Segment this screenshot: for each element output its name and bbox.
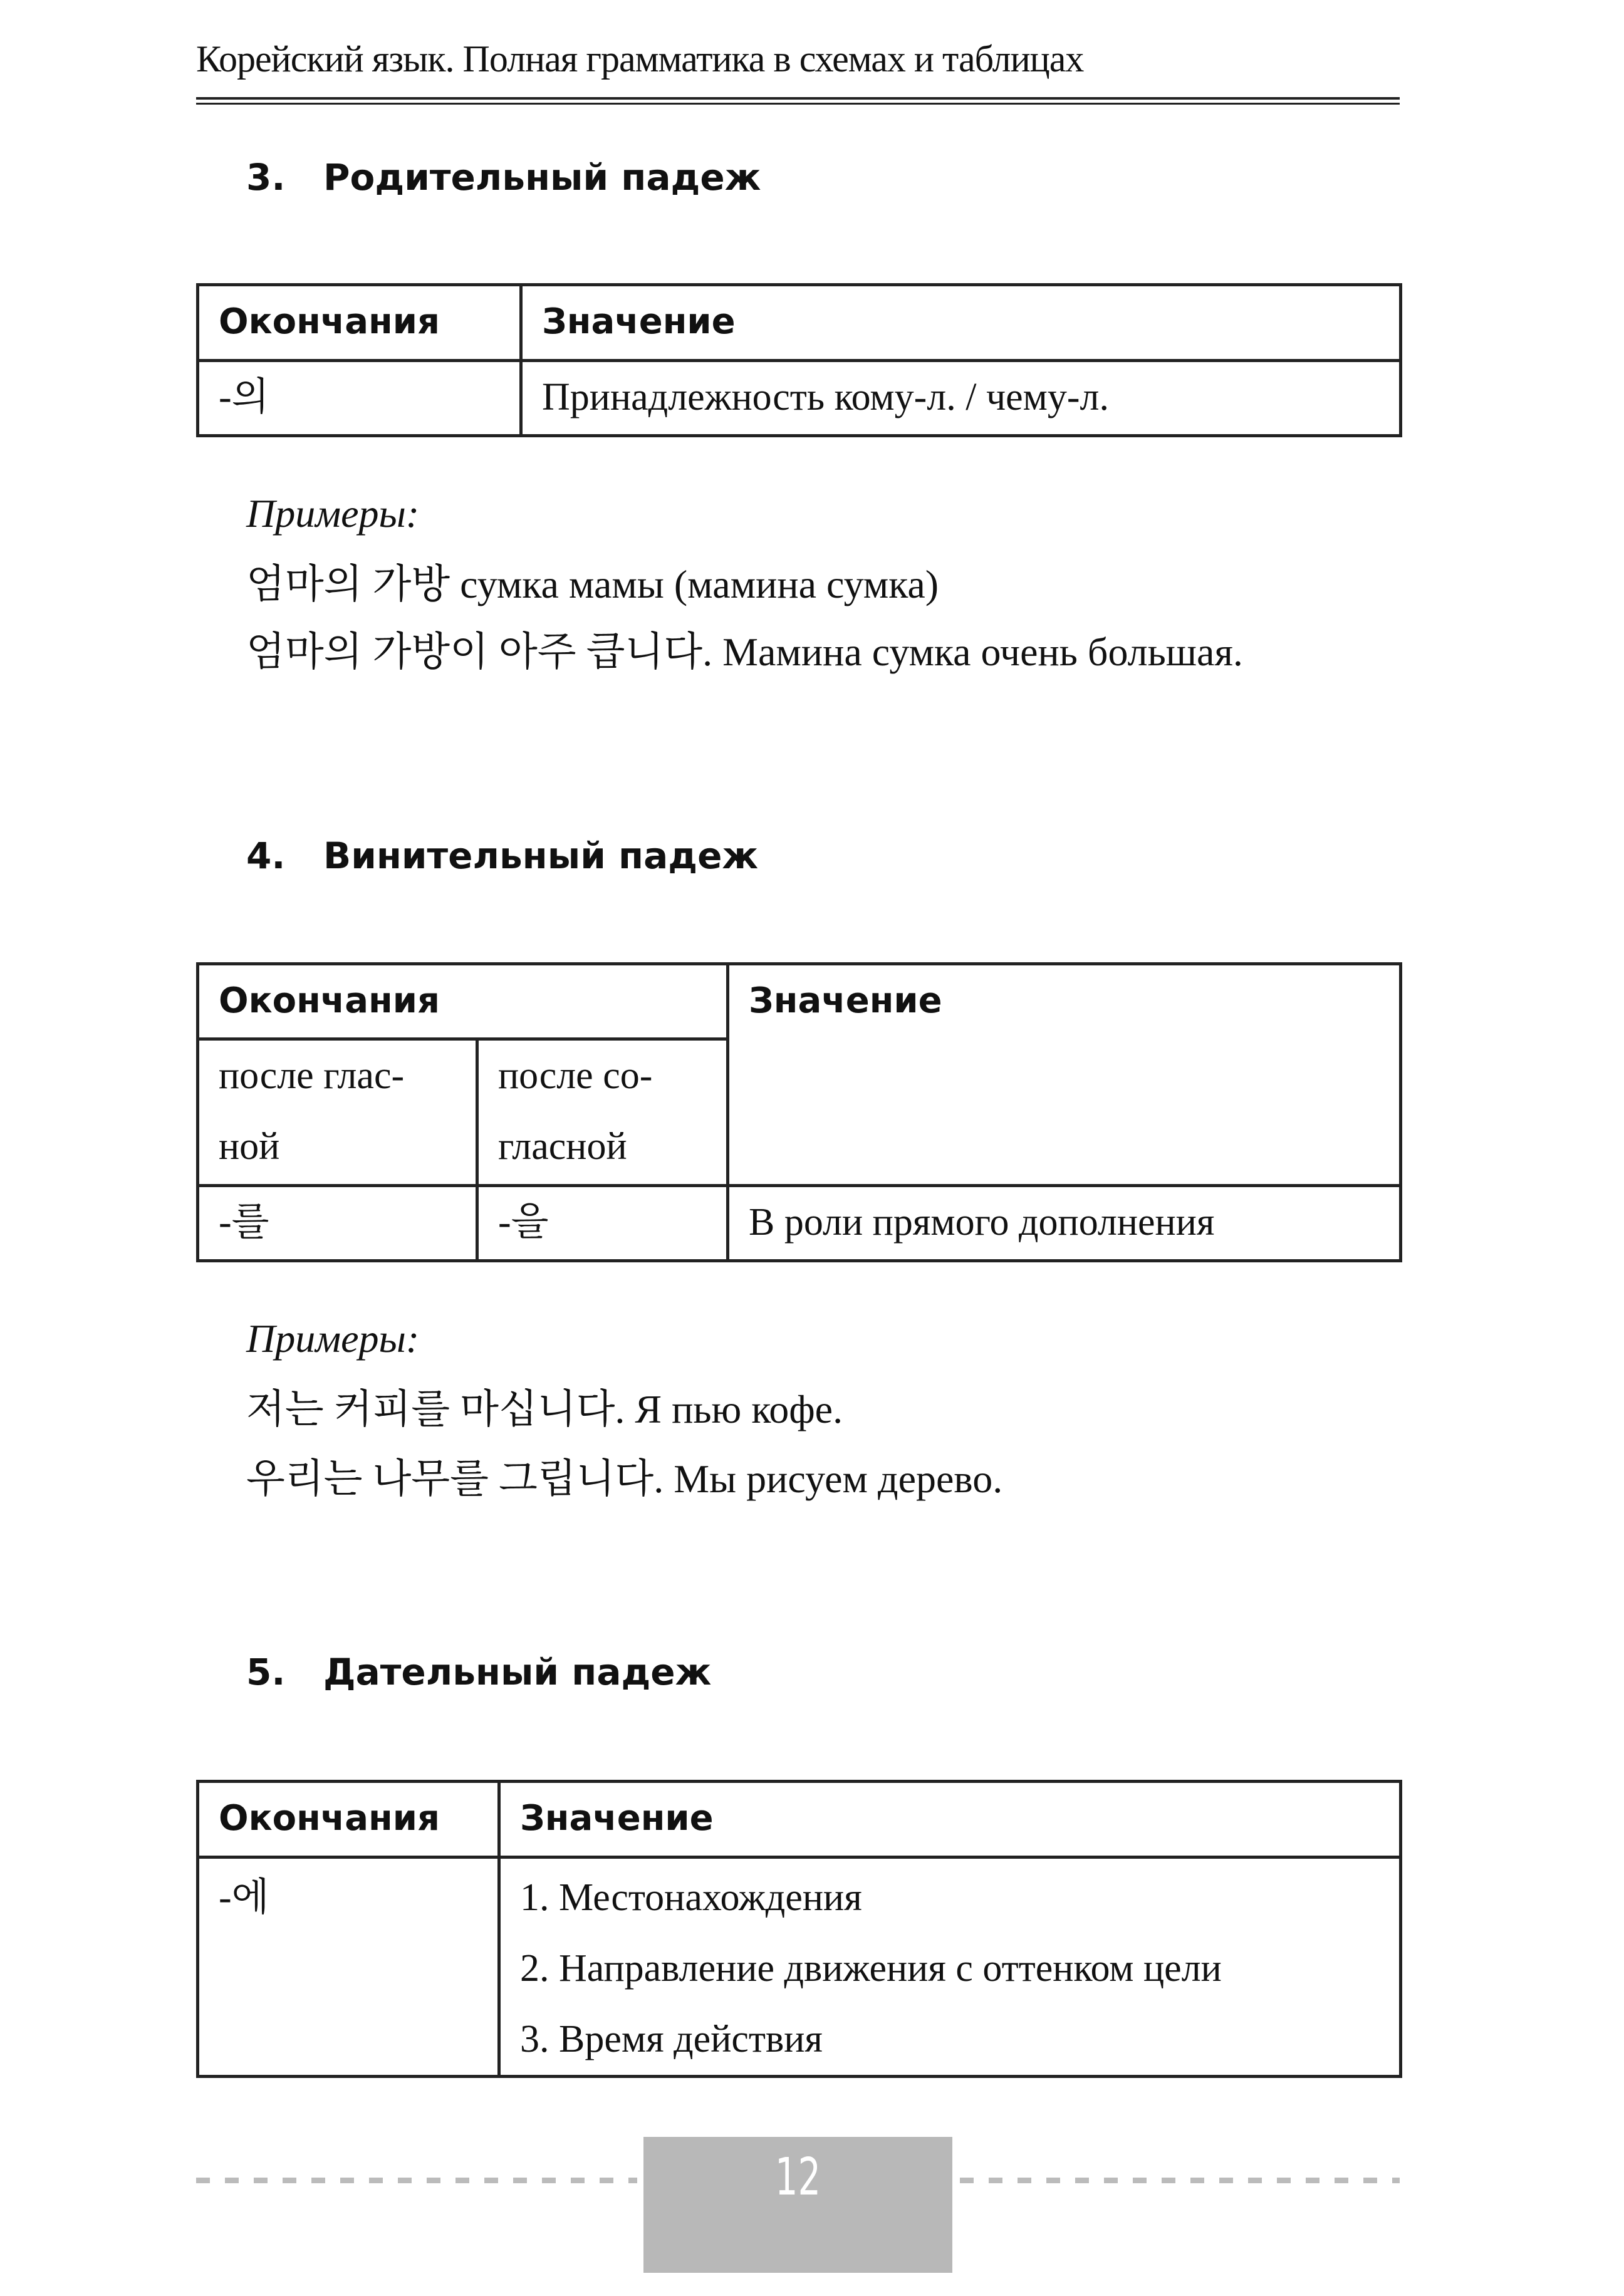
header-rule-bottom [196, 103, 1400, 105]
header-endings: Окончания [198, 964, 728, 1039]
subheader-after-vowel [198, 1039, 477, 1186]
header-meaning: Значение [521, 285, 1401, 361]
header-meaning: Значение [499, 1782, 1401, 1857]
running-header: Корейский язык. Полная грамматика в схемах и таблицах [196, 38, 1084, 80]
subheader-line: гласной [498, 1125, 627, 1168]
ending-cell: -을 [477, 1186, 728, 1261]
header-rule-top [196, 97, 1400, 100]
ending-cell: -를 [198, 1186, 477, 1261]
subheader-line: после со- [498, 1054, 653, 1097]
example-line [246, 559, 939, 610]
accusative-table [196, 962, 1402, 1262]
meaning-item: 3. Время действия [520, 2018, 823, 2060]
ending-cell: -에 [198, 1857, 499, 2077]
subheader-line: после глас- [219, 1054, 405, 1097]
example-russian: сумка мамы (мамина сумка) [460, 562, 939, 606]
example-line [246, 1384, 843, 1435]
section-number: 5. [246, 1651, 286, 1693]
header-endings: Окончания [198, 1782, 499, 1857]
section-number: 4. [246, 834, 286, 877]
examples-label: Примеры: [246, 1316, 420, 1361]
example-korean: 우리는 나무를 그립니다. [246, 1457, 664, 1501]
dative-table [196, 1780, 1402, 2078]
example-line [246, 1454, 1002, 1504]
subheader-line: ной [219, 1125, 280, 1168]
section-title: Родительный падеж [323, 156, 761, 199]
ending-cell: -의 [198, 361, 521, 436]
meaning-item: 2. Направление движения с оттенком цели [520, 1947, 1222, 1990]
example-korean: 엄마의 가방 [246, 562, 450, 606]
examples-label: Примеры: [246, 491, 420, 536]
meaning-cell [499, 1857, 1401, 2077]
example-line [246, 627, 1243, 677]
example-korean: 저는 커피를 마십니다. [246, 1387, 625, 1431]
example-russian: Мамина сумка очень большая. [722, 630, 1243, 674]
header-endings: Окончания [198, 285, 521, 361]
example-russian: Я пью кофе. [635, 1387, 843, 1431]
genitive-table [196, 283, 1402, 437]
footer-dashes-right [960, 2178, 1400, 2183]
page-number-box [643, 2137, 952, 2273]
header-meaning: Значение [728, 964, 1401, 1186]
section-number: 3. [246, 156, 286, 199]
footer-dashes-left [196, 2178, 637, 2183]
meaning-item: 1. Местонахождения [520, 1876, 862, 1919]
section-title: Дательный падеж [323, 1651, 712, 1693]
subheader-after-consonant [477, 1039, 728, 1186]
meaning-cell: Принадлежность кому-л. / чему-л. [521, 361, 1401, 436]
example-korean: 엄마의 가방이 아주 큽니다. [246, 630, 713, 674]
section-title: Винительный падеж [323, 834, 759, 877]
example-russian: Мы рисуем дерево. [674, 1457, 1003, 1501]
meaning-cell: В роли прямого дополнения [728, 1186, 1401, 1261]
page-number: 12 [774, 2148, 821, 2207]
